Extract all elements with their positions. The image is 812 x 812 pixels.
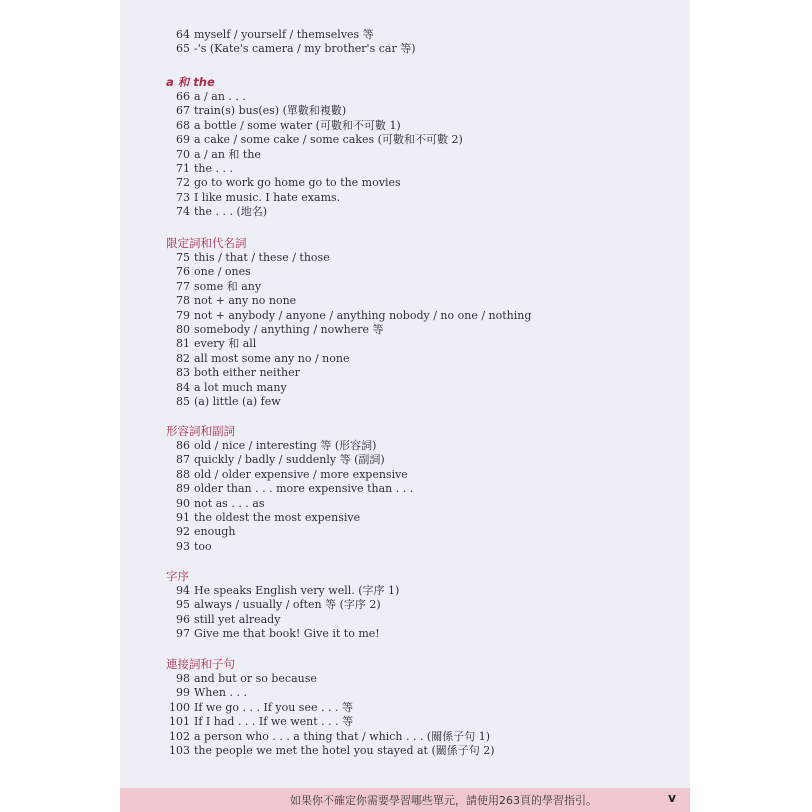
- section-heading-adjectives: 形容詞和副詞: [166, 424, 235, 438]
- list-item: 64 myself / yourself / themselves 等: [176, 28, 374, 41]
- list-item: 86 old / nice / interesting 等 (形容詞): [176, 439, 377, 452]
- book-page: [120, 0, 690, 812]
- list-item: 65 -'s (Kate's camera / my brother's car 等): [176, 42, 416, 56]
- list-item: 101 If I had . . . If we went . . . 等: [169, 715, 354, 729]
- page-number: v: [668, 791, 676, 805]
- list-item: 88 old / older expensive / more expensive: [176, 467, 408, 481]
- list-item: 75 this / that / these / those: [176, 251, 330, 264]
- list-item: 78 not + any no none: [176, 294, 297, 308]
- list-item: 94 He speaks English very well. (字序 1): [176, 584, 400, 597]
- list-item: 89 older than . . . more expensive than . . .: [176, 482, 414, 496]
- list-item: 97 Give me that book! Give it to me!: [176, 627, 380, 641]
- section-conjunctions: [169, 672, 682, 758]
- list-item: 98 and but or so because: [176, 672, 317, 685]
- list-item: 83 both either neither: [176, 366, 300, 380]
- section-heading-conjunctions: 連接詞和子句: [166, 657, 235, 671]
- list-item: 70 a / an 和 the: [176, 147, 261, 161]
- section-word-order: [172, 584, 682, 642]
- section-articles: [172, 90, 682, 220]
- list-item: 73 I like music. I hate exams.: [176, 190, 341, 204]
- list-item: 99 When . . .: [176, 686, 247, 700]
- list-item: 92 enough: [176, 525, 236, 539]
- section-adjectives: [172, 439, 682, 554]
- list-item: 91 the oldest the most expensive: [176, 510, 361, 524]
- list-item: 76 one / ones: [176, 265, 251, 279]
- list-item: 80 somebody / anything / nowhere 等: [176, 322, 384, 336]
- list-item: 77 some 和 any: [176, 279, 262, 293]
- list-item: 90 not as . . . as: [176, 496, 265, 510]
- list-item: 82 all most some any no / none: [176, 351, 350, 365]
- study-guide-note: 如果你不確定你需要學習哪些單元，請使用263頁的學習指引。: [290, 794, 597, 807]
- list-item: 84 a lot much many: [176, 380, 287, 394]
- section-determiners: [172, 251, 682, 409]
- list-item: 67 train(s) bus(es) (單數和複數): [176, 104, 347, 118]
- list-item: 93 too: [176, 539, 212, 553]
- list-item: 66 a / an . . .: [176, 90, 246, 103]
- section-pronouns-cont: [172, 28, 682, 57]
- list-item: 102 a person who . . . a thing that / which . . . (關係子句 1): [169, 729, 491, 743]
- list-item: 81 every 和 all: [176, 337, 257, 351]
- list-item: 72 go to work go home go to the movies: [176, 176, 401, 190]
- list-item: 69 a cake / some cake / some cakes (可數和不可數 2): [176, 133, 463, 147]
- list-item: 103 the people we met the hotel you stayed at (關係子句 2): [169, 743, 495, 757]
- list-item: 87 quickly / badly / suddenly 等 (副詞): [176, 453, 385, 467]
- list-item: 95 always / usually / often 等 (字序 2): [176, 598, 381, 612]
- list-item: 71 the . . .: [176, 161, 233, 175]
- list-item: 68 a bottle / some water (可數和不可數 1): [176, 118, 401, 132]
- section-heading-articles: a 和 the: [166, 75, 215, 89]
- section-heading-word-order: 字序: [166, 569, 189, 583]
- list-item: 79 not + anybody / anyone / anything nobody / no one / nothing: [176, 308, 532, 322]
- list-item: 85 (a) little (a) few: [176, 394, 281, 408]
- list-item: 74 the . . . (地名): [176, 205, 268, 219]
- list-item: 96 still yet already: [176, 612, 281, 626]
- footer-band: [120, 788, 690, 812]
- section-heading-determiners: 限定詞和代名詞: [166, 236, 247, 250]
- list-item: 100 If we go . . . If you see . . . 等: [169, 700, 353, 714]
